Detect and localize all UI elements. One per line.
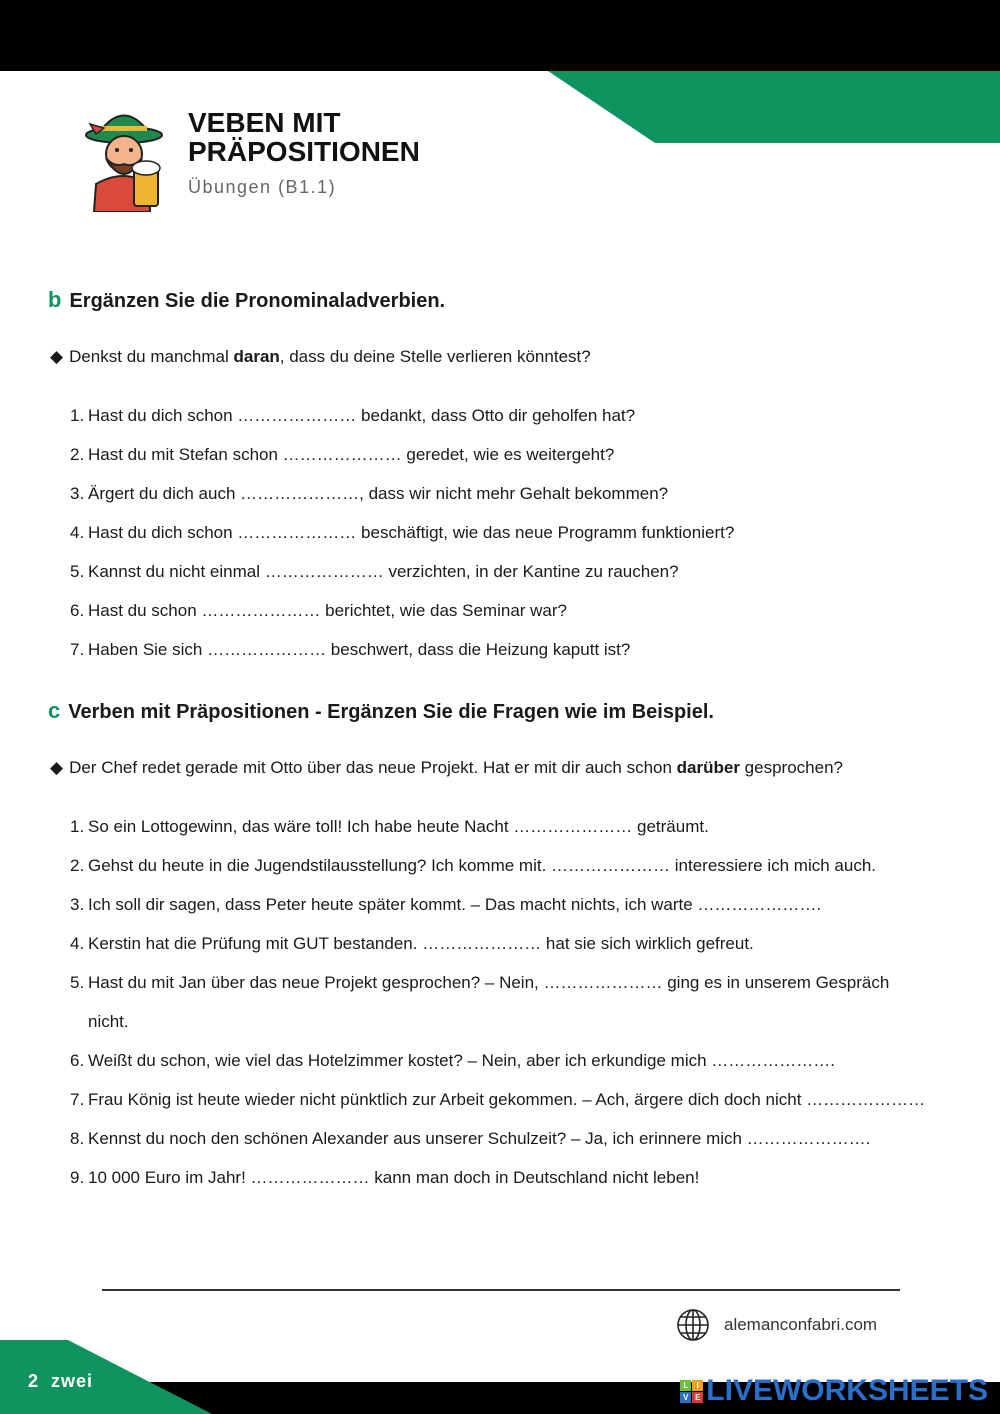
item-number: 4. xyxy=(70,523,85,542)
item-text: Weißt du schon, wie viel das Hotelzimmer kostet? – Nein, aber ich erkundige mich …………………. xyxy=(88,1051,836,1070)
item-number: 7. xyxy=(70,640,85,659)
exercise-item xyxy=(70,885,930,924)
item-number: 6. xyxy=(70,601,85,620)
item-number: 4. xyxy=(70,934,85,953)
example-text: gesprochen? xyxy=(739,758,843,777)
page-number xyxy=(28,1371,93,1392)
item-number: 3. xyxy=(70,895,85,914)
example-answer: darüber xyxy=(676,758,740,777)
item-number: 1. xyxy=(70,406,85,425)
title-line-1: VEBEN MIT xyxy=(188,107,341,138)
title-line-2: PRÄPOSITIONEN xyxy=(188,136,420,167)
section-c-list xyxy=(70,807,930,1197)
exercise-item xyxy=(70,630,930,669)
logo-letter: V xyxy=(680,1392,691,1403)
page-title xyxy=(188,108,420,166)
logo-letter: I xyxy=(692,1380,703,1391)
footer-divider xyxy=(102,1289,900,1291)
exercise-item xyxy=(70,1080,930,1119)
exercise-item xyxy=(70,924,930,963)
liveworksheets-logo-icon xyxy=(680,1380,703,1403)
item-text: Gehst du heute in die Jugendstilausstellung? Ich komme mit. ………………… interessiere ich mich auch. xyxy=(88,856,877,875)
item-text: Frau König ist heute wieder nicht pünktlich zur Arbeit gekommen. – Ach, ärgere dich doch nicht ………………… xyxy=(88,1090,926,1109)
exercise-item xyxy=(70,396,930,435)
exercise-item xyxy=(70,1041,930,1080)
section-title: Verben mit Präpositionen - Ergänzen Sie die Fragen wie im Beispiel. xyxy=(68,701,714,723)
logo-letter: E xyxy=(692,1392,703,1403)
item-text: 10 000 Euro im Jahr! ………………… kann man doch in Deutschland nicht leben! xyxy=(88,1168,700,1187)
exercise-item xyxy=(70,1158,930,1197)
section-c-heading xyxy=(48,698,714,724)
item-text: Hast du mit Jan über das neue Projekt gesprochen? – Nein, ………………… ging es in unserem Gespräch nicht. xyxy=(88,973,890,1031)
logo-letter: L xyxy=(680,1380,691,1391)
item-number: 5. xyxy=(70,973,85,992)
diamond-bullet-icon: ◆ xyxy=(50,758,64,777)
example-text: , dass du deine Stelle verlieren könntest? xyxy=(279,347,591,366)
watermark-text: LIVEWORKSHEETS xyxy=(706,1374,988,1407)
subtitle: Übungen (B1.1) xyxy=(188,177,337,197)
item-number: 9. xyxy=(70,1168,85,1187)
exercise-item xyxy=(70,846,930,885)
item-text: Hast du mit Stefan schon ………………… geredet, wie es weitergeht? xyxy=(88,445,615,464)
exercise-item xyxy=(70,513,930,552)
bavarian-man-logo-icon xyxy=(84,102,164,212)
section-b-heading xyxy=(48,287,445,313)
page-number-word: zwei xyxy=(51,1371,94,1391)
example-text: Der Chef redet gerade mit Otto über das neue Projekt. Hat er mit dir auch schon xyxy=(69,758,677,777)
exercise-item xyxy=(70,963,930,1041)
item-text: Hast du schon ………………… berichtet, wie das Seminar war? xyxy=(88,601,568,620)
section-c-example xyxy=(50,758,843,778)
website-link[interactable]: alemanconfabri.com xyxy=(724,1315,878,1334)
item-number: 6. xyxy=(70,1051,85,1070)
item-number: 2. xyxy=(70,445,85,464)
item-text: Ärgert du dich auch …………………, dass wir nicht mehr Gehalt bekommen? xyxy=(88,484,669,503)
item-number: 3. xyxy=(70,484,85,503)
section-title: Ergänzen Sie die Pronominaladverbien. xyxy=(69,290,446,312)
item-text: Ich soll dir sagen, dass Peter heute später kommt. – Das macht nichts, ich warte …………………. xyxy=(88,895,822,914)
exercise-item xyxy=(70,474,930,513)
exercise-item xyxy=(70,435,930,474)
item-text: Haben Sie sich ………………… beschwert, dass die Heizung kaputt ist? xyxy=(88,640,631,659)
item-number: 7. xyxy=(70,1090,85,1109)
example-answer: daran xyxy=(233,347,280,366)
section-b-list xyxy=(70,396,930,669)
item-number: 5. xyxy=(70,562,85,581)
example-text: Denkst du manchmal xyxy=(69,347,234,366)
liveworksheets-watermark xyxy=(680,1374,988,1408)
item-text: Kerstin hat die Prüfung mit GUT bestanden. ………………… hat sie sich wirklich gefreut. xyxy=(88,934,754,953)
globe-icon xyxy=(676,1308,710,1342)
diamond-bullet-icon: ◆ xyxy=(50,347,64,366)
page-number-digit: 2 xyxy=(28,1371,40,1391)
item-number: 1. xyxy=(70,817,85,836)
item-text: So ein Lottogewinn, das wäre toll! Ich habe heute Nacht ………………… geträumt. xyxy=(88,817,709,836)
item-text: Hast du dich schon ………………… bedankt, dass Otto dir geholfen hat? xyxy=(88,406,636,425)
item-text: Kannst du nicht einmal ………………… verzichten, in der Kantine zu rauchen? xyxy=(88,562,679,581)
exercise-item xyxy=(70,807,930,846)
section-b-example xyxy=(50,347,591,367)
section-letter: b xyxy=(48,287,62,312)
website xyxy=(676,1308,877,1342)
exercise-item xyxy=(70,1119,930,1158)
top-black-bar xyxy=(0,0,1000,71)
exercise-item xyxy=(70,552,930,591)
exercise-item xyxy=(70,591,930,630)
item-number: 2. xyxy=(70,856,85,875)
item-text: Kennst du noch den schönen Alexander aus unserer Schulzeit? – Ja, ich erinnere mich …………………. xyxy=(88,1129,871,1148)
item-number: 8. xyxy=(70,1129,85,1148)
section-letter: c xyxy=(48,698,61,723)
item-text: Hast du dich schon ………………… beschäftigt, wie das neue Programm funktioniert? xyxy=(88,523,735,542)
